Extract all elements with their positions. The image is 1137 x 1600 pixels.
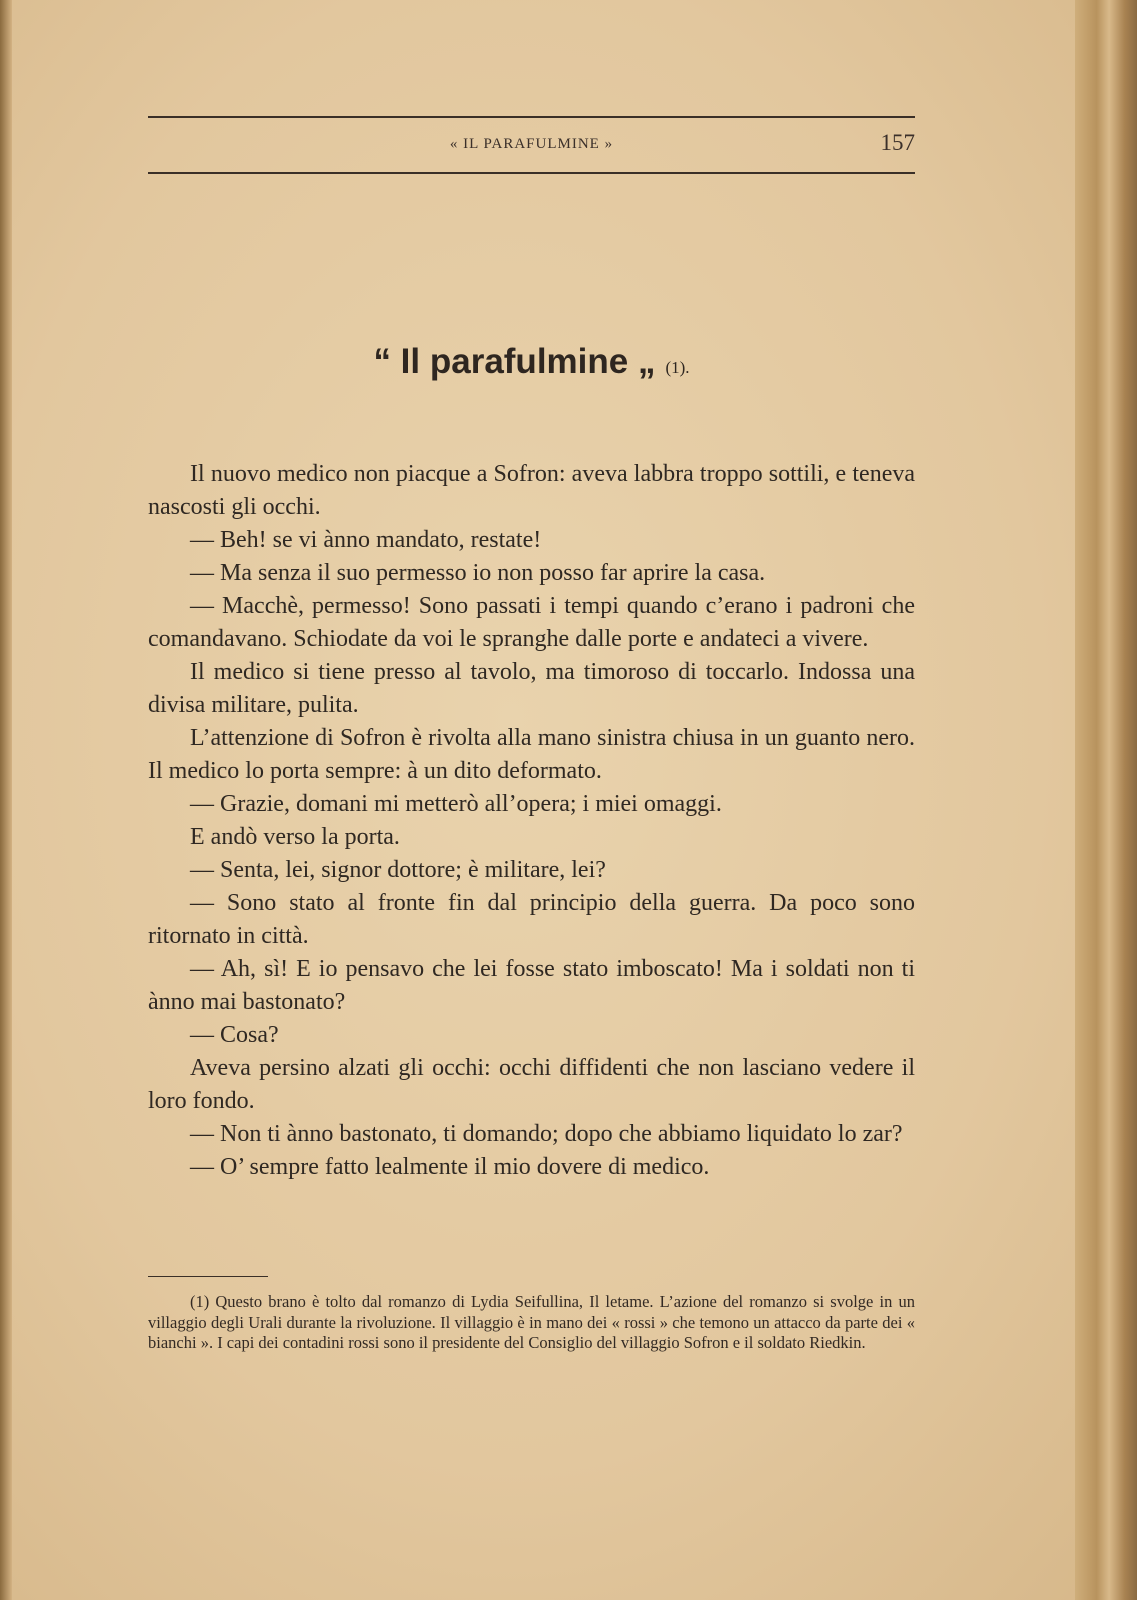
book-spine xyxy=(1075,0,1137,1600)
paragraph: Il nuovo medico non piacque a Sofron: aveva labbra troppo sottili, e teneva nascosti gli occhi. xyxy=(148,461,915,520)
running-head: « IL PARAFULMINE » xyxy=(449,136,614,152)
footnote: (1) Questo brano è tolto dal romanzo di Lydia Seifullina, Il letame. L’azione del romanzo si svolge in un villaggio degli Urali durante la rivoluzione. Il villaggio è in mano dei « rossi » che temono un attacco da parte dei « bianchi ». I capi dei contadini rossi sono il presidente del Consiglio del villaggio Sofron e il soldato Riedkin. xyxy=(148,1292,915,1352)
paragraph: — Ah, sì! E io pensavo che lei fosse stato imboscato! Ma i soldati non ti ànno mai bastonato? xyxy=(148,956,915,1015)
paragraph: — O’ sempre fatto lealmente il mio dovere di medico. xyxy=(190,1154,710,1180)
paragraph: E andò verso la porta. xyxy=(190,824,400,850)
paragraph: — Non ti ànno bastonato, ti domando; dopo che abbiamo liquidato lo zar? xyxy=(190,1121,903,1147)
page-left-edge xyxy=(0,0,12,1600)
header-bottom-rule xyxy=(148,172,915,174)
page-number: 157 xyxy=(880,130,915,155)
paragraph: — Grazie, domani mi metterò all’opera; i miei omaggi. xyxy=(190,791,722,817)
paragraph: — Senta, lei, signor dottore; è militare, lei? xyxy=(190,857,606,883)
footnote-rule xyxy=(148,1276,268,1277)
paragraph: — Cosa? xyxy=(190,1022,279,1048)
paragraph: L’attenzione di Sofron è rivolta alla mano sinistra chiusa in un guanto nero. Il medico lo porta sempre: à un dito deformato. xyxy=(148,725,915,784)
paragraph: Aveva persino alzati gli occhi: occhi diffidenti che non lasciano vedere il loro fondo. xyxy=(148,1055,915,1114)
paragraph: Il medico si tiene presso al tavolo, ma timoroso di toccarlo. Indossa una divisa militare, pulita. xyxy=(148,659,915,718)
paragraph: — Sono stato al fronte fin dal principio della guerra. Da poco sono ritornato in città. xyxy=(148,890,915,949)
header-top-rule xyxy=(148,116,915,118)
paragraph: — Macchè, permesso! Sono passati i tempi quando c’erano i padroni che comandavano. Schiodate da voi le spranghe dalle porte e andateci a vivere. xyxy=(148,593,915,652)
paragraph: — Ma senza il suo permesso io non posso far aprire la casa. xyxy=(190,560,766,586)
page-header xyxy=(148,130,915,164)
body-text xyxy=(148,458,915,1184)
chapter-title xyxy=(148,342,915,382)
footnote-reference: (1). xyxy=(665,358,690,377)
chapter-title-text: “ Il parafulmine „ xyxy=(373,342,656,381)
paragraph: — Beh! se vi ànno mandato, restate! xyxy=(190,527,542,553)
